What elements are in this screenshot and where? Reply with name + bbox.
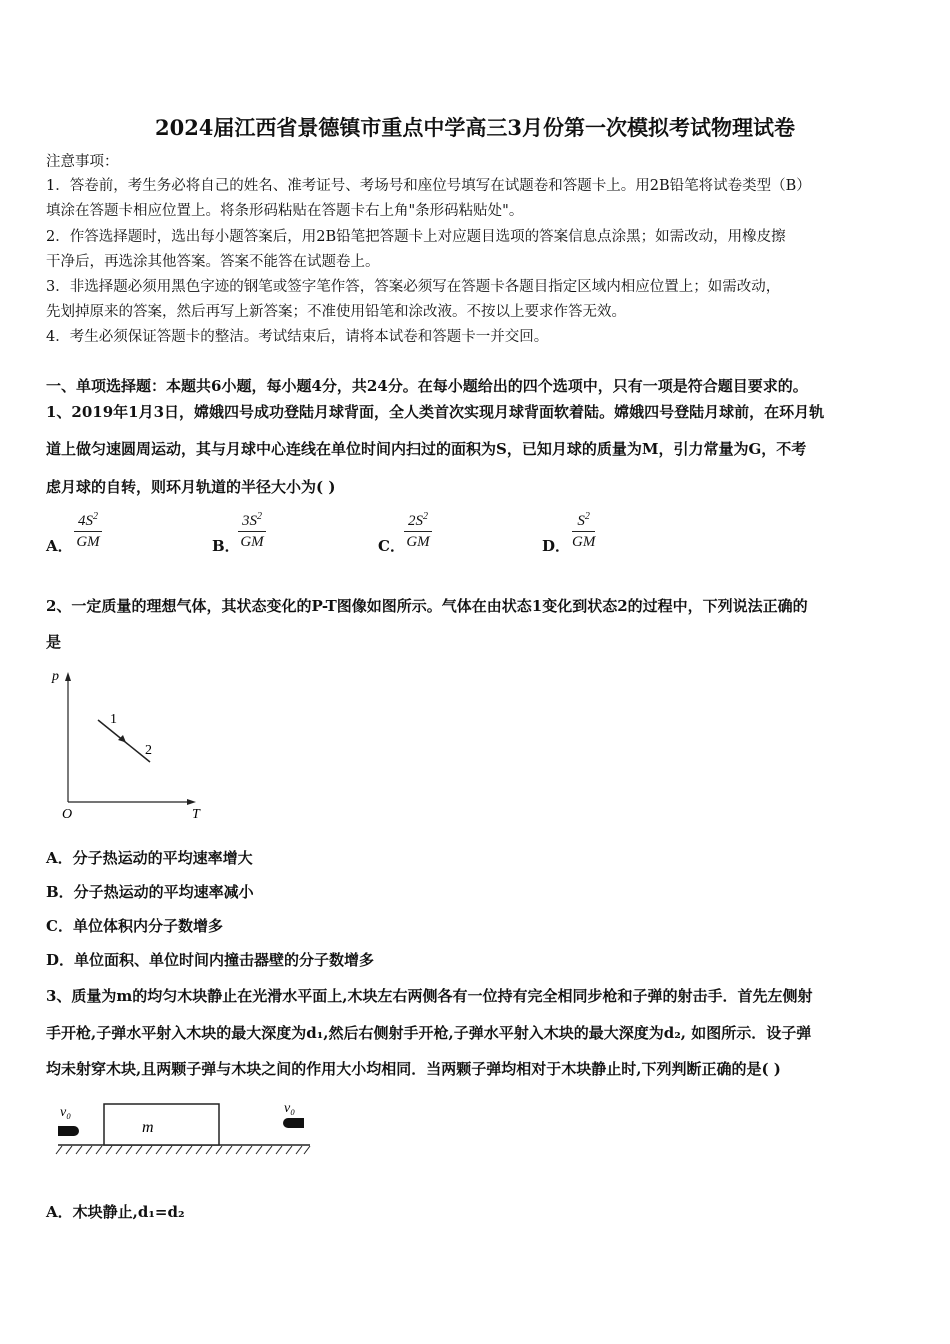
y-axis-label: p bbox=[52, 669, 59, 684]
state-1-label: 1 bbox=[110, 712, 117, 727]
origin-label: O bbox=[62, 807, 73, 822]
pt-graph-figure bbox=[46, 664, 216, 824]
notice-line: 3．非选择题必须用黑色字迹的钢笔或签字笔作答，答案必须写在答题卡各题目指定区域内相应位置上；如需改动， bbox=[46, 279, 781, 295]
option-fraction: $\frac{S^2}{GM}$ bbox=[572, 511, 596, 550]
option-label: D． bbox=[542, 537, 571, 555]
q2-stem-line: 是 bbox=[46, 633, 62, 651]
left-bullet bbox=[58, 1126, 79, 1136]
option-label: C． bbox=[378, 537, 405, 555]
notice-line: 2．作答选择题时，选出每小题答案后，用2B铅笔把答题卡上对应题目选项的答案信息点涂黑；如需改动，用橡皮擦 bbox=[46, 229, 786, 245]
q3-stem-line: 手开枪,子弹水平射入木块的最大深度为d₁,然后右侧射手开枪,子弹水平射入木块的最大深度为d₂, 如图所示．设子弹 bbox=[46, 1024, 812, 1042]
wooden-block bbox=[104, 1104, 219, 1145]
q2-stem-line: 2、一定质量的理想气体，其状态变化的P-T图像如图所示。气体在由状态1变化到状态2的过程中，下列说法正确的 bbox=[46, 597, 808, 615]
q2-option-a[interactable]: A．分子热运动的平均速率增大 bbox=[46, 849, 253, 867]
left-velocity-label: v₀ bbox=[60, 1105, 72, 1120]
page-title: 2024届江西省景德镇市重点中学高三3月份第一次模拟考试物理试卷 bbox=[154, 115, 796, 140]
right-velocity-label: v₀ bbox=[284, 1101, 296, 1116]
notice-line: 4．考生必须保证答题卡的整洁。考试结束后，请将本试卷和答题卡一并交回。 bbox=[46, 329, 549, 345]
y-axis-arrow bbox=[65, 672, 71, 681]
block-mass-label: m bbox=[142, 1119, 154, 1136]
q2-option-d[interactable]: D．单位面积、单位时间内撞击器壁的分子数增多 bbox=[46, 951, 375, 969]
option-label: A． bbox=[46, 537, 73, 555]
q1-stem-line: 1、2019年1月3日，嫦娥四号成功登陆月球背面，全人类首次实现月球背面软着陆。嫦娥四号登陆月球前，在环月轨 bbox=[46, 403, 825, 421]
q3-stem-line: 3、质量为m的均匀木块静止在光滑水平面上,木块左右两侧各有一位持有完全相同步枪和子弹的射击手．首先左侧射 bbox=[46, 987, 813, 1005]
ground-hatching bbox=[56, 1146, 310, 1154]
q2-option-c[interactable]: C．单位体积内分子数增多 bbox=[46, 917, 223, 935]
notice-line: 填涂在答题卡相应位置上。将条形码粘贴在答题卡右上角"条形码粘贴处"。 bbox=[46, 203, 524, 219]
q1-stem-line: 虑月球的自转，则环月轨道的半径大小为( ) bbox=[46, 478, 336, 496]
notice-heading: 注意事项： bbox=[46, 154, 119, 170]
notice-line: 干净后，再选涂其他答案。答案不能答在试题卷上。 bbox=[46, 254, 380, 270]
state-2-label: 2 bbox=[145, 743, 152, 758]
option-fraction: $\frac{3S^2}{GM}$ bbox=[238, 511, 266, 551]
notice-line: 先划掉原来的答案，然后再写上新答案；不准使用铅笔和涂改液。不按以上要求作答无效。 bbox=[46, 304, 626, 320]
option-label: B． bbox=[212, 537, 240, 555]
option-fraction: $\frac{2S^2}{GM}$ bbox=[404, 511, 432, 551]
process-arrow bbox=[118, 735, 126, 743]
x-axis-label: T bbox=[192, 807, 200, 822]
q3-option-a[interactable]: A．木块静止,d₁=d₂ bbox=[46, 1203, 185, 1221]
q1-stem-line: 道上做匀速圆周运动，其与月球中心连线在单位时间内扫过的面积为S，已知月球的质量为M，引力常量为G，不考 bbox=[46, 440, 807, 458]
section-heading: 一、单项选择题：本题共6小题，每小题4分，共24分。在每小题给出的四个选项中，只有一项是符合题目要求的。 bbox=[46, 377, 808, 395]
notice-line: 1．答卷前，考生务必将自己的姓名、准考证号、考场号和座位号填写在试题卷和答题卡上。用2B铅笔将试卷类型（B） bbox=[46, 178, 811, 194]
right-bullet bbox=[283, 1118, 304, 1128]
q2-option-b[interactable]: B．分子热运动的平均速率减小 bbox=[46, 883, 254, 901]
q3-stem-line: 均未射穿木块,且两颗子弹与木块之间的作用大小均相同．当两颗子弹均相对于木块静止时,下列判断正确的是( ) bbox=[46, 1060, 781, 1078]
option-fraction: $\frac{4S^2}{GM}$ bbox=[74, 511, 102, 551]
x-axis-arrow bbox=[187, 799, 196, 805]
block-bullets-figure bbox=[52, 1096, 316, 1160]
